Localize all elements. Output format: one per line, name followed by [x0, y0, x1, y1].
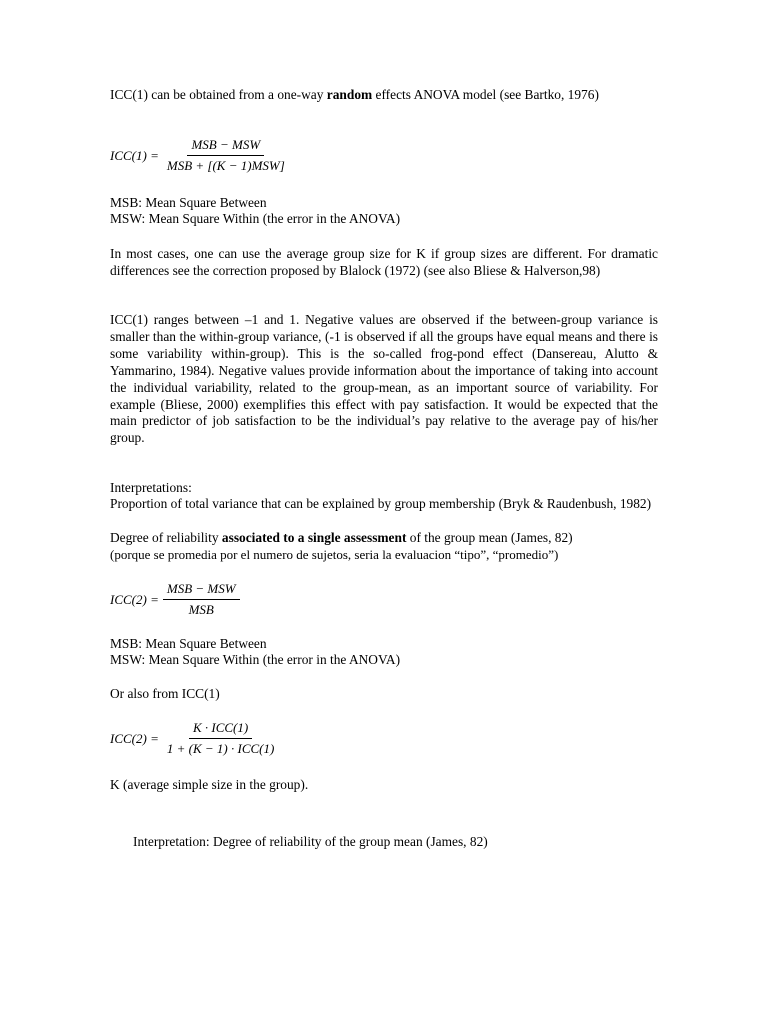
formula-icc2-alt-numerator: K · ICC(1) [189, 720, 252, 739]
degree-text-end: of the group mean (James, 82) [406, 530, 573, 545]
formula-icc2-alt-lhs: ICC(2) = [110, 730, 159, 746]
formula-icc2-alt-fraction [163, 720, 278, 757]
or-also-line: Or also from ICC(1) [110, 686, 220, 701]
group-size-paragraph: In most cases, one can use the average group size for K if group sizes are different. For dramatic differences see the correction proposed by Blalock (1972) (see also Bliese & Halverson,98) [110, 246, 658, 278]
degree-bold: associated to a single assessment [221, 530, 407, 545]
msw-definition-2: MSW: Mean Square Within (the error in the ANOVA) [110, 652, 401, 667]
formula-icc1-denominator: MSB + [(K − 1)MSW] [166, 158, 285, 173]
range-paragraph: ICC(1) ranges between –1 and 1. Negative values are observed if the between-group variance is smaller than the within-group variance, (-1 is observed if all the groups have equal means and there is some variability within-group). This is the so-called frog-pond effect (Dansereau, Alutto & Yammarino, 1984). Negative values provide information about the importance of taking into account the individual variability, related to the group-mean, as an important source of variability. For example (Bliese, 2000) exemplifies this effect with pay satisfaction. It would be expected that the main predictor of job satisfaction to be the individual’s pay relative to the average pay of his/her group. [110, 312, 658, 446]
k-definition: K (average simple size in the group). [110, 777, 309, 792]
interpretations-heading: Interpretations: [110, 480, 192, 495]
intro-paragraph [110, 87, 658, 104]
msw-definition-1: MSW: Mean Square Within (the error in the ANOVA) [110, 211, 401, 226]
formula-icc1 [110, 137, 289, 174]
spanish-note: (porque se promedia por el numero de sujetos, seria la evaluacion “tipo”, “promedio”) [110, 547, 559, 562]
formula-icc2-alt-denominator: 1 + (K − 1) · ICC(1) [166, 741, 275, 756]
formula-icc2-numerator: MSB − MSW [163, 581, 240, 600]
proportion-paragraph: Proportion of total variance that can be explained by group membership (Bryk & Raudenbush, 1982) [110, 496, 652, 511]
msb-definition-1: MSB: Mean Square Between [110, 195, 267, 210]
degree-text: Degree of reliability [110, 530, 222, 545]
intro-bold: random [326, 87, 373, 102]
formula-icc2-lhs: ICC(2) = [110, 591, 159, 607]
intro-text: ICC(1) can be obtained from a one-way [110, 87, 327, 102]
final-interpretation: Interpretation: Degree of reliability of the group mean (James, 82) [133, 834, 488, 849]
formula-icc1-lhs: ICC(1) = [110, 147, 159, 163]
msb-definition-2: MSB: Mean Square Between [110, 636, 267, 651]
formula-icc2-fraction [163, 581, 240, 618]
formula-icc2-alt [110, 720, 278, 757]
formula-icc1-fraction [163, 137, 289, 174]
intro-text-end: effects ANOVA model (see Bartko, 1976) [372, 87, 599, 102]
formula-icc2 [110, 581, 240, 618]
degree-paragraph [110, 530, 658, 547]
formula-icc1-numerator: MSB − MSW [187, 137, 264, 156]
formula-icc2-denominator: MSB [188, 602, 214, 617]
